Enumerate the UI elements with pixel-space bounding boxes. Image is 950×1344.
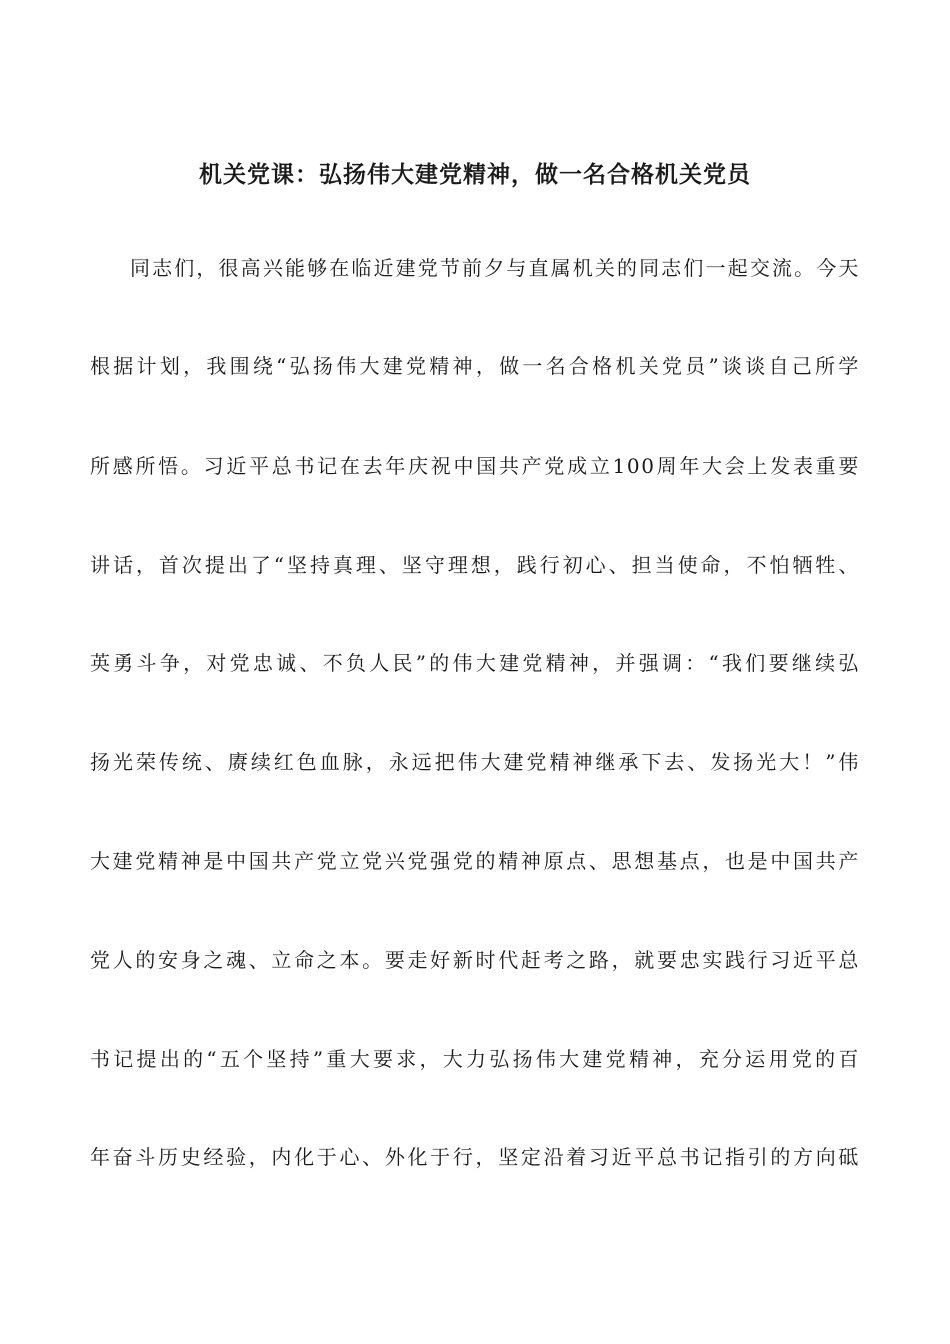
body-text-line: 年奋斗历史经验，内化于心、外化于行，坚定沿着习近平总书记指引的方向砥 [90, 1145, 860, 1169]
body-text-line: 所感所悟。习近平总书记在去年庆祝中国共产党成立100周年大会上发表重要 [90, 454, 860, 478]
body-text-line: 党人的安身之魂、立命之本。要走好新时代赶考之路，就要忠实践行习近平总 [90, 948, 860, 972]
body-text-line: 扬光荣传统、赓续红色血脉，永远把伟大建党精神继承下去、发扬光大！”伟 [90, 750, 860, 774]
document-title: 机关党课：弘扬伟大建党精神，做一名合格机关党员 [199, 161, 751, 188]
body-text-line: 大建党精神是中国共产党立党兴党强党的精神原点、思想基点，也是中国共产 [90, 849, 860, 873]
body-text-line: 同志们，很高兴能够在临近建党节前夕与直属机关的同志们一起交流。今天 [130, 256, 860, 280]
body-text-line: 讲话，首次提出了“坚持真理、坚守理想，践行初心、担当使命，不怕牺牲、 [90, 553, 860, 577]
body-text-line: 英勇斗争，对党忠诚、不负人民”的伟大建党精神，并强调：“我们要继续弘 [90, 651, 860, 675]
body-text-line: 根据计划，我围绕“弘扬伟大建党精神，做一名合格机关党员”谈谈自己所学 [90, 354, 860, 378]
body-text-line: 书记提出的“五个坚持”重大要求，大力弘扬伟大建党精神，充分运用党的百 [90, 1047, 860, 1071]
